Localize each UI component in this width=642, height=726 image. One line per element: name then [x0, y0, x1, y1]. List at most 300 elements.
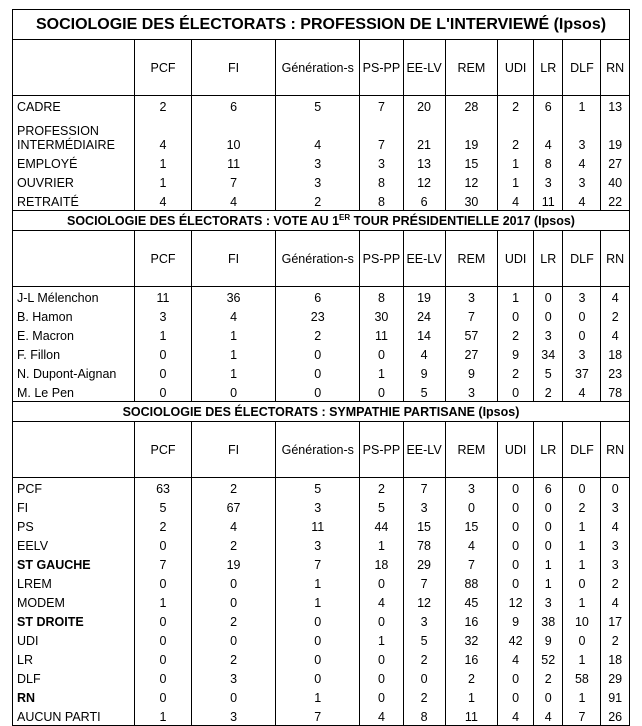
- value-cell: [403, 535, 445, 554]
- value-cell: [534, 706, 563, 726]
- value-text: 0: [512, 501, 520, 515]
- value-cell: [534, 191, 563, 211]
- value-text: 42: [508, 634, 523, 648]
- row-label-text: ST GAUCHE: [17, 558, 91, 572]
- value-text: 0: [512, 672, 520, 686]
- column-header: [601, 422, 630, 478]
- value-text: 9: [420, 367, 428, 381]
- column-header: [276, 231, 360, 287]
- value-text: 78: [608, 386, 623, 400]
- value-cell: [534, 687, 563, 706]
- electorate-table: [12, 9, 630, 726]
- value-cell: [276, 630, 360, 649]
- value-text: 1: [377, 634, 385, 648]
- value-text: 0: [377, 577, 385, 591]
- value-cell: [534, 363, 563, 382]
- column-header-label: FI: [228, 60, 240, 75]
- value-text: 4: [512, 195, 520, 209]
- table-row: [13, 497, 630, 516]
- column-header-label: Génération-s: [281, 442, 354, 457]
- value-text: 2: [377, 482, 385, 496]
- value-text: 0: [512, 691, 520, 705]
- value-cell: [534, 172, 563, 191]
- value-cell: [191, 153, 275, 172]
- column-header-label: LR: [540, 442, 557, 457]
- value-text: 0: [159, 615, 167, 629]
- value-text: 0: [314, 672, 322, 686]
- value-cell: [601, 325, 630, 344]
- value-cell: [403, 592, 445, 611]
- value-text: 0: [512, 539, 520, 553]
- value-text: 24: [417, 310, 432, 324]
- column-header-label: PCF: [150, 251, 176, 266]
- row-label: [13, 382, 135, 402]
- value-cell: [498, 535, 534, 554]
- value-text: 0: [544, 691, 552, 705]
- value-cell: [276, 611, 360, 630]
- value-text: 1: [512, 157, 520, 171]
- value-text: 4: [314, 138, 322, 152]
- value-cell: [191, 649, 275, 668]
- value-cell: [360, 363, 403, 382]
- value-cell: [563, 630, 601, 649]
- value-cell: [135, 115, 192, 153]
- value-cell: [563, 497, 601, 516]
- value-cell: [135, 172, 192, 191]
- value-cell: [498, 382, 534, 402]
- value-cell: [135, 306, 192, 325]
- column-header: [498, 40, 534, 96]
- value-cell: [276, 191, 360, 211]
- value-cell: [534, 649, 563, 668]
- value-text: 4: [578, 157, 586, 171]
- row-label: [13, 706, 135, 726]
- value-cell: [276, 382, 360, 402]
- value-cell: [403, 344, 445, 363]
- value-cell: [601, 344, 630, 363]
- value-cell: [135, 611, 192, 630]
- value-cell: [360, 306, 403, 325]
- value-text: 2: [159, 100, 167, 114]
- value-cell: [563, 363, 601, 382]
- value-cell: [403, 96, 445, 116]
- value-cell: [563, 516, 601, 535]
- value-cell: [135, 592, 192, 611]
- value-cell: [135, 478, 192, 498]
- value-cell: [191, 535, 275, 554]
- value-text: 0: [159, 634, 167, 648]
- value-cell: [445, 573, 498, 592]
- section-title-text: SOCIOLOGIE DES ÉLECTORATS : SYMPATHIE PARTISANE (Ipsos): [122, 404, 520, 419]
- value-text: 27: [464, 348, 479, 362]
- value-cell: [403, 172, 445, 191]
- row-label: [13, 535, 135, 554]
- value-text: 5: [420, 386, 428, 400]
- value-cell: [191, 592, 275, 611]
- value-cell: [360, 325, 403, 344]
- column-header-label: PS-PP: [362, 442, 401, 457]
- value-cell: [135, 96, 192, 116]
- column-header: [403, 231, 445, 287]
- value-text: 17: [608, 615, 623, 629]
- value-cell: [276, 687, 360, 706]
- value-text: 91: [608, 691, 623, 705]
- value-cell: [276, 516, 360, 535]
- column-header: [445, 422, 498, 478]
- value-text: 0: [377, 386, 385, 400]
- column-header-label: LR: [540, 60, 557, 75]
- value-text: 19: [417, 291, 432, 305]
- value-text: 0: [230, 386, 238, 400]
- value-text: 16: [464, 615, 479, 629]
- value-text: 45: [464, 596, 479, 610]
- value-cell: [534, 382, 563, 402]
- value-text: 8: [420, 710, 428, 724]
- value-text: 4: [230, 520, 238, 534]
- value-cell: [360, 115, 403, 153]
- value-text: 2: [230, 539, 238, 553]
- value-text: 2: [159, 520, 167, 534]
- value-text: 1: [314, 596, 322, 610]
- row-label: [13, 668, 135, 687]
- value-cell: [498, 516, 534, 535]
- value-text: 11: [311, 520, 325, 534]
- value-cell: [445, 115, 498, 153]
- value-cell: [601, 573, 630, 592]
- value-text: 0: [159, 367, 167, 381]
- value-cell: [601, 649, 630, 668]
- value-text: 12: [417, 596, 432, 610]
- column-header-label: EE-LV: [406, 251, 442, 266]
- value-text: 4: [420, 348, 428, 362]
- value-text: 0: [314, 634, 322, 648]
- value-cell: [563, 573, 601, 592]
- value-cell: [403, 497, 445, 516]
- value-cell: [276, 344, 360, 363]
- value-text: 4: [611, 520, 619, 534]
- value-cell: [276, 153, 360, 172]
- column-header: [445, 231, 498, 287]
- value-text: 2: [578, 501, 586, 515]
- value-cell: [135, 630, 192, 649]
- value-cell: [276, 573, 360, 592]
- value-cell: [403, 630, 445, 649]
- value-cell: [445, 630, 498, 649]
- value-text: 9: [467, 367, 475, 381]
- value-cell: [191, 611, 275, 630]
- value-text: 4: [578, 386, 586, 400]
- row-label-text: MODEM: [17, 596, 65, 610]
- value-text: 4: [611, 329, 619, 343]
- value-text: 1: [467, 691, 475, 705]
- value-cell: [498, 191, 534, 211]
- value-text: 27: [608, 157, 623, 171]
- value-text: 6: [544, 100, 552, 114]
- value-cell: [498, 687, 534, 706]
- value-text: 19: [464, 138, 479, 152]
- value-text: 2: [230, 653, 238, 667]
- value-cell: [534, 478, 563, 498]
- value-text: 0: [420, 672, 428, 686]
- table-row: [13, 706, 630, 726]
- value-text: 5: [314, 482, 322, 496]
- value-text: 2: [512, 367, 520, 381]
- column-header-label: LR: [540, 251, 557, 266]
- column-header-label: FI: [228, 442, 240, 457]
- value-cell: [360, 554, 403, 573]
- value-cell: [403, 573, 445, 592]
- value-cell: [601, 382, 630, 402]
- value-cell: [445, 191, 498, 211]
- value-cell: [601, 363, 630, 382]
- value-cell: [360, 478, 403, 498]
- value-cell: [445, 306, 498, 325]
- value-text: 4: [230, 310, 238, 324]
- value-text: 13: [417, 157, 432, 171]
- value-text: 1: [578, 100, 586, 114]
- value-text: 0: [159, 539, 167, 553]
- value-cell: [601, 191, 630, 211]
- value-text: 3: [467, 386, 475, 400]
- value-text: 36: [226, 291, 241, 305]
- value-text: 14: [417, 329, 432, 343]
- column-header: [563, 422, 601, 478]
- value-text: 0: [544, 539, 552, 553]
- value-cell: [534, 630, 563, 649]
- value-text: 12: [417, 176, 432, 190]
- value-text: 13: [608, 100, 623, 114]
- value-cell: [191, 706, 275, 726]
- value-text: 63: [156, 482, 170, 496]
- value-text: 1: [159, 596, 167, 610]
- column-header-label: PCF: [150, 442, 176, 457]
- row-label: [13, 344, 135, 363]
- value-cell: [135, 382, 192, 402]
- value-cell: [601, 287, 630, 307]
- value-cell: [360, 344, 403, 363]
- value-cell: [360, 96, 403, 116]
- value-text: 4: [467, 539, 475, 553]
- value-text: 67: [226, 501, 241, 515]
- column-header: [135, 231, 192, 287]
- value-cell: [445, 535, 498, 554]
- value-text: 4: [159, 195, 167, 209]
- value-text: 0: [159, 653, 167, 667]
- value-cell: [403, 325, 445, 344]
- value-cell: [276, 478, 360, 498]
- value-text: 10: [574, 615, 589, 629]
- value-text: 3: [544, 596, 552, 610]
- value-text: 0: [377, 672, 385, 686]
- value-text: 2: [544, 672, 552, 686]
- table-row: [13, 96, 630, 116]
- column-header-label: UDI: [504, 251, 527, 266]
- table-row: [13, 649, 630, 668]
- row-label: [13, 325, 135, 344]
- value-cell: [403, 649, 445, 668]
- value-cell: [360, 382, 403, 402]
- value-cell: [135, 554, 192, 573]
- value-text: 2: [544, 386, 552, 400]
- column-header: [601, 40, 630, 96]
- value-text: 0: [159, 577, 167, 591]
- value-cell: [191, 115, 275, 153]
- value-cell: [563, 611, 601, 630]
- value-cell: [360, 611, 403, 630]
- value-text: 9: [544, 634, 552, 648]
- column-header: [276, 40, 360, 96]
- row-label-text: OUVRIER: [17, 176, 74, 190]
- value-cell: [445, 516, 498, 535]
- row-label-text: M. Le Pen: [17, 386, 74, 400]
- value-text: 0: [578, 634, 586, 648]
- value-text: 21: [417, 138, 432, 152]
- value-cell: [498, 287, 534, 307]
- value-text: 19: [226, 558, 241, 572]
- value-cell: [360, 172, 403, 191]
- value-text: 8: [377, 195, 385, 209]
- table-row: [13, 592, 630, 611]
- value-cell: [563, 287, 601, 307]
- value-cell: [445, 344, 498, 363]
- value-text: 0: [611, 482, 619, 496]
- value-cell: [534, 611, 563, 630]
- value-text: 1: [512, 291, 520, 305]
- value-text: 0: [512, 386, 520, 400]
- value-text: 2: [230, 615, 238, 629]
- value-cell: [135, 344, 192, 363]
- value-cell: [563, 153, 601, 172]
- value-text: 4: [611, 596, 619, 610]
- row-label-text: E. Macron: [17, 329, 74, 343]
- value-text: 0: [159, 672, 167, 686]
- column-header: [445, 40, 498, 96]
- value-text: 1: [159, 710, 167, 724]
- value-cell: [563, 706, 601, 726]
- value-text: 2: [314, 195, 322, 209]
- value-text: 40: [608, 176, 623, 190]
- row-label-text: AUCUN PARTI: [17, 710, 101, 724]
- value-cell: [563, 191, 601, 211]
- value-cell: [191, 573, 275, 592]
- value-cell: [498, 630, 534, 649]
- value-text: 3: [611, 501, 619, 515]
- column-header-row: [13, 422, 630, 478]
- value-text: 8: [377, 291, 385, 305]
- value-text: 11: [156, 291, 170, 305]
- value-text: 0: [512, 520, 520, 534]
- value-cell: [445, 706, 498, 726]
- column-header-row: [13, 40, 630, 96]
- column-header: [563, 40, 601, 96]
- value-text: 0: [314, 615, 322, 629]
- value-cell: [601, 535, 630, 554]
- value-cell: [498, 325, 534, 344]
- value-text: 38: [541, 615, 556, 629]
- column-header-label: REM: [457, 442, 486, 457]
- value-cell: [534, 344, 563, 363]
- row-label: [13, 306, 135, 325]
- value-text: 26: [608, 710, 623, 724]
- value-cell: [563, 592, 601, 611]
- value-cell: [445, 687, 498, 706]
- value-cell: [360, 687, 403, 706]
- value-cell: [563, 115, 601, 153]
- table-row: [13, 172, 630, 191]
- value-text: 8: [544, 157, 552, 171]
- value-text: 7: [578, 710, 586, 724]
- table-row: [13, 554, 630, 573]
- value-text: 7: [377, 138, 385, 152]
- table-row: [13, 573, 630, 592]
- value-text: 7: [467, 558, 475, 572]
- column-header-label: DLF: [570, 251, 594, 266]
- value-text: 4: [512, 710, 520, 724]
- value-text: 88: [464, 577, 479, 591]
- value-cell: [498, 649, 534, 668]
- value-text: 7: [314, 558, 322, 572]
- value-text: 0: [314, 386, 322, 400]
- value-cell: [276, 706, 360, 726]
- header-blank-cell: [13, 40, 135, 96]
- value-cell: [534, 554, 563, 573]
- section-title: [13, 211, 630, 231]
- table-row: [13, 382, 630, 402]
- value-text: 7: [467, 310, 475, 324]
- section-title-superscript: ER: [339, 212, 351, 222]
- column-header: [360, 422, 403, 478]
- value-text: 12: [508, 596, 523, 610]
- value-cell: [403, 153, 445, 172]
- column-header-label: REM: [457, 251, 486, 266]
- value-cell: [601, 153, 630, 172]
- value-text: 3: [159, 310, 167, 324]
- value-cell: [276, 592, 360, 611]
- value-cell: [403, 611, 445, 630]
- column-header-label: PS-PP: [362, 60, 401, 75]
- value-text: 2: [467, 672, 475, 686]
- value-text: 1: [230, 367, 238, 381]
- column-header: [403, 40, 445, 96]
- value-cell: [135, 668, 192, 687]
- value-text: 5: [377, 501, 385, 515]
- value-text: 78: [417, 539, 432, 553]
- value-cell: [191, 172, 275, 191]
- value-text: 3: [314, 539, 322, 553]
- column-header: [601, 231, 630, 287]
- row-label-text: B. Hamon: [17, 310, 73, 324]
- value-text: 3: [467, 482, 475, 496]
- value-text: 57: [464, 329, 479, 343]
- value-cell: [563, 535, 601, 554]
- value-text: 44: [374, 520, 389, 534]
- value-text: 1: [578, 539, 586, 553]
- row-label-text: J-L Mélenchon: [17, 291, 99, 305]
- column-header-label: EE-LV: [406, 60, 442, 75]
- value-text: 2: [314, 329, 322, 343]
- value-text: 0: [544, 520, 552, 534]
- value-text: 2: [611, 577, 619, 591]
- value-cell: [563, 554, 601, 573]
- value-text: 32: [464, 634, 479, 648]
- value-cell: [276, 649, 360, 668]
- value-text: 1: [578, 558, 586, 572]
- table-row: [13, 611, 630, 630]
- value-cell: [534, 668, 563, 687]
- value-cell: [534, 287, 563, 307]
- value-cell: [403, 687, 445, 706]
- value-text: 5: [544, 367, 552, 381]
